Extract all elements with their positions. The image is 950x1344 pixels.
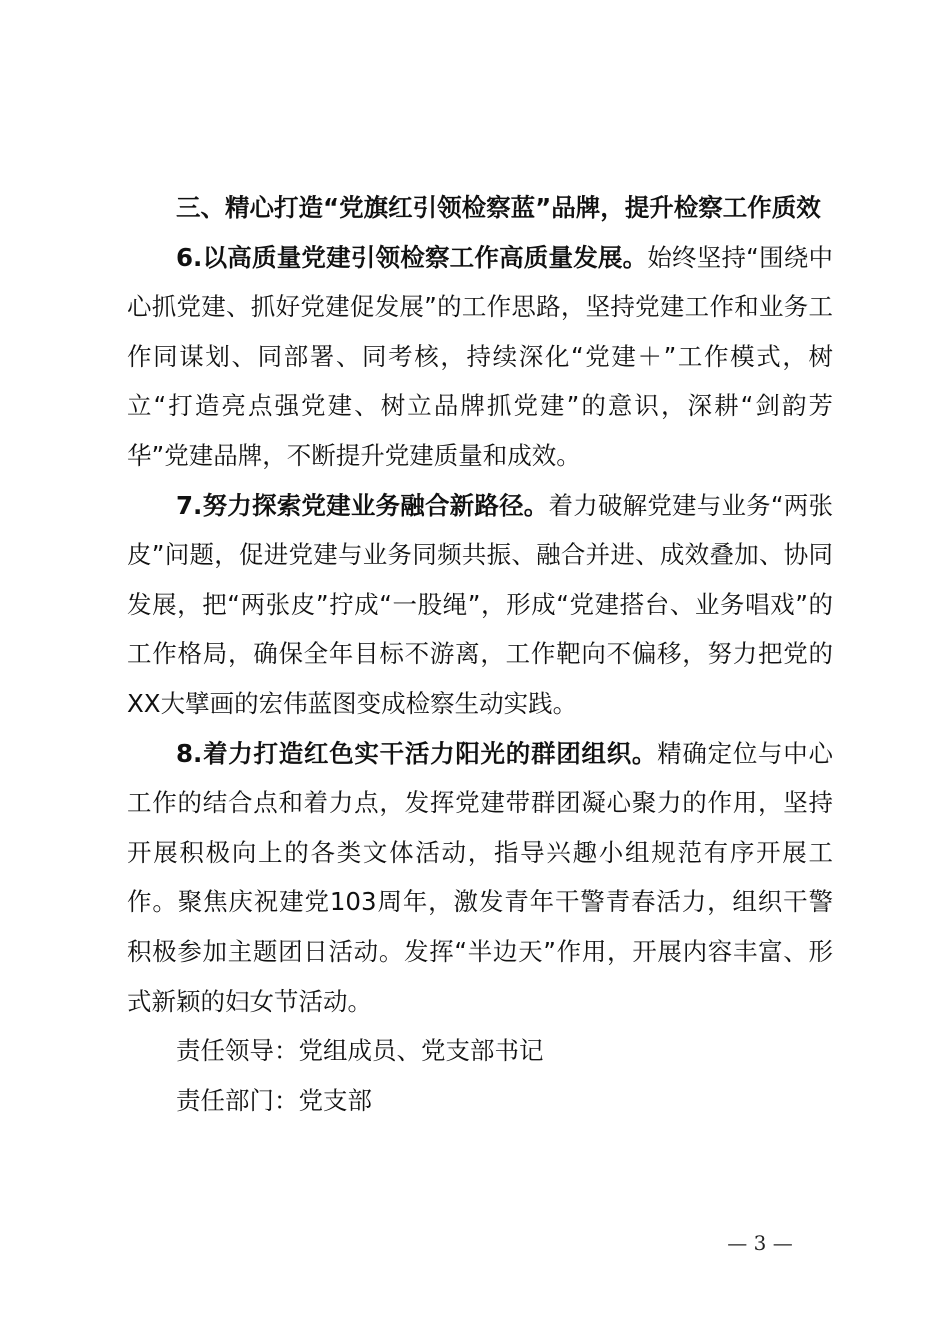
paragraph-8-lead: 8.着力打造红色实干活力阳光的群团组织。 <box>176 738 658 768</box>
paragraph-7 <box>127 481 833 729</box>
section-heading: 三、精心打造“党旗红引领检察蓝”品牌，提升检察工作质效 <box>176 193 821 222</box>
responsible-leader: 责任领导：党组成员、党支部书记 <box>176 1036 544 1066</box>
responsible-department: 责任部门：党支部 <box>176 1085 372 1115</box>
paragraph-6-lead: 6.以高质量党建引领检察工作高质量发展。 <box>176 242 648 272</box>
document-body <box>127 183 833 1125</box>
paragraph-6-body: 始终坚持“围绕中心抓党建、抓好党建促发展”的工作思路，坚持党建工作和业务工作同谋划、同部署、同考核，持续深化“党建＋”工作模式，树立“打造亮点强党建、树立品牌抓党建”的意识，深耕“剑韵芳华”党建品牌，不断提升党建质量和成效。 <box>127 242 833 470</box>
paragraph-6 <box>127 233 833 481</box>
paragraph-8-body: 精确定位与中心工作的结合点和着力点，发挥党建带群团凝心聚力的作用，坚持开展积极向上的各类文体活动，指导兴趣小组规范有序开展工作。聚焦庆祝建党103周年，激发青年干警青春活力，组织干警积极参加主题团日活动。发挥“半边天”作用，开展内容丰富、形式新颖的妇女节活动。 <box>127 738 833 1016</box>
paragraph-8 <box>127 729 833 1027</box>
paragraph-7-body: 着力破解党建与业务“两张皮”问题，促进党建与业务同频共振、融合并进、成效叠加、协同发展，把“两张皮”拧成“一股绳”，形成“党建搭台、业务唱戏”的工作格局，确保全年目标不游离，工作靶向不偏移，努力把党的XX大擘画的宏伟蓝图变成检察生动实践。 <box>127 490 833 718</box>
page-number: — 3 — <box>727 1231 793 1255</box>
paragraph-7-lead: 7.努力探索党建业务融合新路径。 <box>176 490 549 520</box>
